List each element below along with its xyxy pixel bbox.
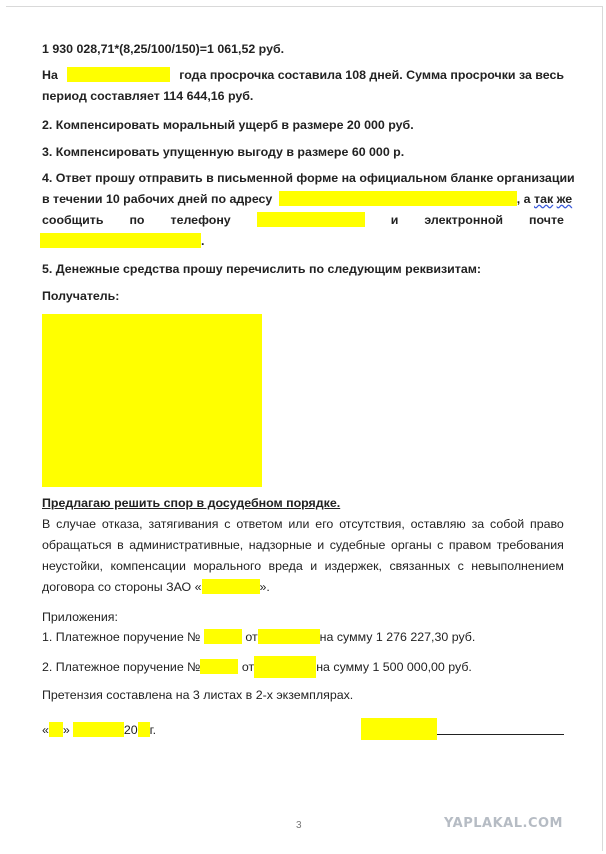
- word: отказа,: [101, 517, 143, 531]
- word: отсутствия,: [339, 517, 405, 531]
- item-4-address-text: в течении 10 рабочих дней по адресу: [42, 192, 273, 206]
- word: почте: [529, 213, 564, 227]
- item-4-line-3: [42, 212, 564, 228]
- recipient-label: Получатель:: [42, 289, 120, 303]
- watermark: YAPLAKAL.COM: [444, 816, 563, 831]
- item-4-tak: так: [534, 192, 554, 206]
- word: и: [390, 213, 399, 227]
- pretrial-heading: Предлагаю решить спор в досудебном порядке.: [42, 496, 341, 510]
- signature-line: [437, 734, 564, 735]
- item-4-line-4: [40, 233, 562, 249]
- word: с: [437, 538, 444, 552]
- redacted-signature: [361, 718, 437, 740]
- redacted-date: [254, 656, 316, 678]
- word: невыполнением: [471, 559, 564, 573]
- date-quote-open: «: [42, 723, 49, 737]
- word: административные,: [129, 538, 244, 552]
- att1-text: 1. Платежное поручение №: [42, 630, 201, 644]
- date-quote-close: »: [62, 723, 70, 737]
- word: судебные: [329, 538, 386, 552]
- calculation-line: 1 930 028,71*(8,25/100/150)=1 061,52 руб.: [42, 42, 285, 56]
- word: неустойки,: [42, 559, 103, 573]
- word: правом: [448, 538, 492, 552]
- word: или: [288, 517, 310, 531]
- word: требования: [496, 538, 564, 552]
- word: В: [42, 517, 51, 531]
- word: затягивания: [148, 517, 219, 531]
- word: надзорные: [248, 538, 312, 552]
- word: и: [317, 538, 325, 552]
- word: органы: [390, 538, 432, 552]
- att1-from: от: [245, 630, 258, 644]
- redacted-email: [40, 233, 201, 248]
- word: издержек,: [324, 559, 382, 573]
- word: ответом: [236, 517, 283, 531]
- redacted-recipient-details: [42, 314, 262, 487]
- delay-continuation: период составляет 114 644,16 руб.: [42, 89, 254, 103]
- word: оставляю: [410, 517, 466, 531]
- word: сообщить: [42, 213, 104, 227]
- word: связанных: [389, 559, 451, 573]
- word: по: [129, 213, 145, 227]
- attachments-label: Приложения:: [42, 610, 118, 624]
- redacted-company: [202, 579, 260, 594]
- redacted-month: [73, 722, 124, 737]
- att2-amount: на сумму 1 500 000,00 руб.: [316, 660, 472, 674]
- redacted-year-digits: [138, 722, 150, 737]
- refusal-line-4: [42, 579, 564, 595]
- word: вреда: [268, 559, 303, 573]
- refusal-line-2: [42, 537, 564, 553]
- word: право: [530, 517, 564, 531]
- attachment-2: [42, 656, 564, 678]
- word: и: [310, 559, 318, 573]
- delay-text: года просрочка составила 108 дней. Сумма просрочки за весь: [179, 68, 564, 82]
- word: морального: [193, 559, 262, 573]
- word: обращаться: [42, 538, 112, 552]
- redacted-address: [279, 191, 517, 206]
- redacted-phone: [257, 212, 365, 227]
- word: в: [117, 538, 124, 552]
- word: компенсации: [110, 559, 186, 573]
- item-3: 3. Компенсировать упущенную выгоду в размере 60 000 р.: [42, 145, 405, 159]
- item-4-a: , а: [516, 192, 531, 206]
- item-4-zhe: же: [556, 192, 573, 206]
- redacted-day: [49, 722, 63, 737]
- item-2: 2. Компенсировать моральный ущерб в размере 20 000 руб.: [42, 118, 414, 132]
- word: электронной: [424, 213, 504, 227]
- delay-line: [42, 67, 564, 83]
- attachment-1: [42, 629, 564, 645]
- item-4-period: .: [201, 234, 205, 248]
- att2-from: от: [241, 660, 255, 674]
- date-suffix: г.: [149, 723, 157, 737]
- date-line: [42, 722, 564, 738]
- word: случае: [56, 517, 96, 531]
- item-5: 5. Денежные средства прошу перечислить по следующим реквизитам:: [42, 262, 482, 276]
- redacted-date: [67, 67, 170, 82]
- redacted-date: [258, 629, 320, 644]
- delay-prefix: На: [42, 68, 58, 82]
- page-number: 3: [296, 820, 302, 831]
- item-4-line-2: [42, 191, 573, 207]
- word: собой: [490, 517, 525, 531]
- refusal-line-3: [42, 558, 564, 574]
- word: за: [471, 517, 485, 531]
- att1-amount: на сумму 1 276 227,30 руб.: [319, 630, 476, 644]
- word: с: [457, 559, 464, 573]
- item-4-line-1: 4. Ответ прошу отправить в письменной форме на официальном бланке организации: [42, 171, 575, 185]
- redacted-number: [200, 659, 238, 674]
- contract-end: ».: [259, 580, 270, 594]
- word: телефону: [170, 213, 231, 227]
- word: с: [224, 517, 231, 531]
- refusal-line-1: [42, 516, 564, 532]
- date-year: 20: [123, 723, 138, 737]
- att2-text: 2. Платежное поручение №: [42, 660, 201, 674]
- word: его: [315, 517, 334, 531]
- contract-text: договора со стороны ЗАО «: [42, 580, 202, 594]
- redacted-number: [204, 629, 242, 644]
- copies-line: Претензия составлена на 3 листах в 2-х экземплярах.: [42, 688, 354, 702]
